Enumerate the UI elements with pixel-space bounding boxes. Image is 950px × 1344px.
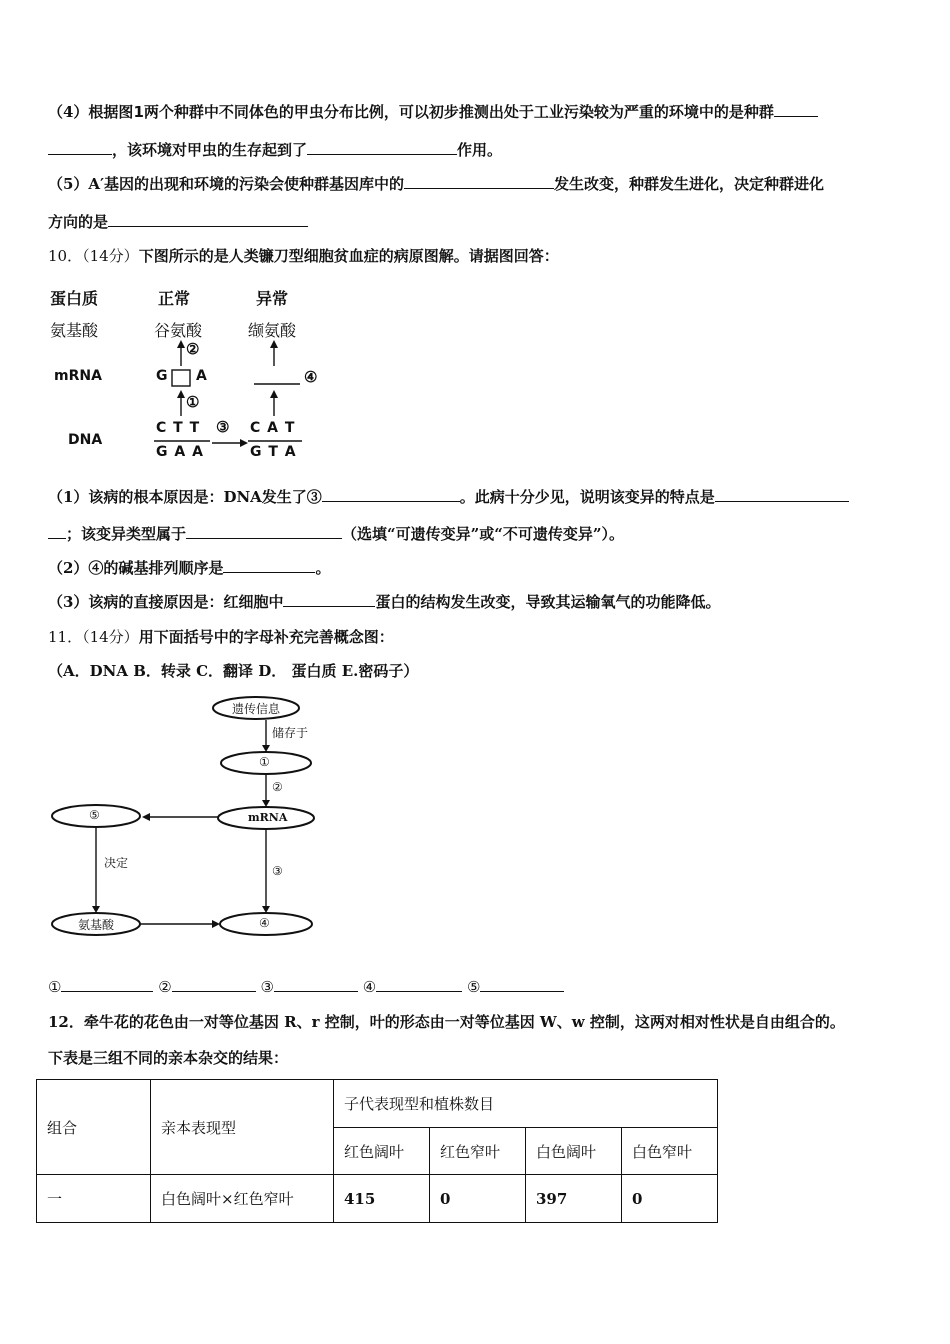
- dna-normal-bottom: G A A: [156, 444, 204, 460]
- node-1: ①: [259, 755, 270, 769]
- cell-parent: 白色阔叶×红色窄叶: [151, 1175, 334, 1223]
- header-parent-phenotype: 亲本表现型: [151, 1080, 334, 1175]
- dna-abnormal-bottom: G T A: [250, 444, 297, 460]
- cell-value: 0: [430, 1175, 526, 1223]
- blank[interactable]: [274, 977, 358, 992]
- blank[interactable]: [376, 977, 462, 992]
- q10-part3: （3）该病的直接原因是：红细胞中 蛋白的结构发生改变，导致其运输氧气的功能降低。: [48, 593, 721, 611]
- cell-group: 一: [37, 1175, 151, 1223]
- dna-abnormal-top: C A T: [250, 420, 296, 436]
- blank[interactable]: [186, 524, 342, 539]
- q12-stem-line2: 下表是三组不同的亲本杂交的结果：: [48, 1049, 289, 1067]
- node-genetic-info: 遗传信息: [232, 702, 281, 716]
- q9-part5-line2: 方向的是: [48, 212, 308, 232]
- header-abnormal: 异常: [256, 289, 289, 308]
- header-protein: 蛋白质: [50, 289, 99, 308]
- mrna-base-a: A: [196, 368, 207, 384]
- q9-part4-line2: ，该环境对甲虫的生存起到了 作用。: [48, 140, 502, 160]
- q10-part2: （2）④的碱基排列顺序是 。: [48, 559, 331, 577]
- col-red-broad: 红色阔叶: [334, 1128, 430, 1175]
- col-red-narrow: 红色窄叶: [430, 1128, 526, 1175]
- q11-answer-blanks: ① ② ③ ④ ⑤: [48, 977, 564, 997]
- row-mrna: mRNA: [54, 368, 102, 384]
- q10-stem: 10．（14分）下图所示的是人类镰刀型细胞贫血症的病原图解。请据图回答：: [48, 247, 559, 265]
- cross-results-table: [36, 1079, 718, 1223]
- cell-value: 397: [526, 1175, 622, 1223]
- row-dna: DNA: [68, 432, 103, 448]
- blank[interactable]: [172, 977, 256, 992]
- glutamic-acid: 谷氨酸: [154, 321, 203, 340]
- blank[interactable]: [61, 977, 153, 992]
- col-white-broad: 白色阔叶: [526, 1128, 622, 1175]
- q9-part5-line1: （5）A′基因的出现和环境的污染会使种群基因库中的 发生改变，种群发生进化，决定种群进化: [48, 175, 825, 193]
- blank[interactable]: [108, 212, 308, 227]
- label-decide: 决定: [104, 856, 129, 870]
- q9-part4-line1: （4）根据图1两个种群中不同体色的甲虫分布比例，可以初步推测出处于工业污染较为严重的环境中的是种群: [48, 102, 818, 122]
- valine: 缬氨酸: [248, 321, 297, 340]
- q11-options: （A．DNA B．转录 C．翻译 D． 蛋白质 E.密码子）: [48, 662, 419, 680]
- label-step4: ④: [304, 368, 318, 386]
- blank[interactable]: [715, 487, 849, 502]
- node-4: ④: [259, 916, 270, 930]
- label-stored-in: 储存于: [272, 726, 309, 740]
- diagram-lines: [48, 282, 338, 472]
- header-normal: 正常: [158, 289, 191, 308]
- q10-part1-line1: （1）该病的根本原因是：DNA发生了③ 。此病十分少见，说明该变异的特点是: [48, 487, 849, 507]
- blank[interactable]: [48, 140, 112, 155]
- header-group: 组合: [37, 1080, 151, 1175]
- label-step2: ②: [186, 340, 200, 358]
- label-step3: ③: [216, 418, 230, 436]
- label-2: ②: [272, 780, 283, 794]
- label-3: ③: [272, 864, 283, 878]
- cell-value: 0: [622, 1175, 718, 1223]
- row-amino-acid: 氨基酸: [50, 321, 99, 340]
- table-row: [37, 1175, 718, 1223]
- node-mrna: mRNA: [248, 811, 288, 824]
- blank[interactable]: [307, 140, 457, 155]
- blank[interactable]: [480, 977, 564, 992]
- blank[interactable]: [48, 524, 66, 539]
- q11-stem: 11．（14分）用下面括号中的字母补充完善概念图：: [48, 628, 394, 646]
- blank[interactable]: [404, 174, 554, 189]
- q10-part1-line2: ；该变异类型属于 （选填“可遗传变异”或“不可遗传变异”）。: [48, 524, 624, 544]
- node-5: ⑤: [89, 808, 100, 822]
- sickle-cell-diagram: [48, 282, 338, 472]
- node-amino-acid: 氨基酸: [78, 918, 115, 932]
- header-offspring: 子代表现型和植株数目: [334, 1080, 718, 1128]
- blank[interactable]: [283, 592, 375, 607]
- blank[interactable]: [774, 102, 818, 117]
- dna-normal-top: C T T: [156, 420, 201, 436]
- q12-stem-line1: 12．牵牛花的花色由一对等位基因 R、r 控制，叶的形态由一对等位基因 W、w 控制，这两对相对性状是自由组合的。: [48, 1013, 845, 1031]
- cell-value: 415: [334, 1175, 430, 1223]
- blank[interactable]: [322, 487, 460, 502]
- label-step1: ①: [186, 393, 200, 411]
- concept-map: [46, 690, 336, 940]
- blank[interactable]: [223, 558, 315, 573]
- mrna-base-g: G: [156, 368, 168, 384]
- col-white-narrow: 白色窄叶: [622, 1128, 718, 1175]
